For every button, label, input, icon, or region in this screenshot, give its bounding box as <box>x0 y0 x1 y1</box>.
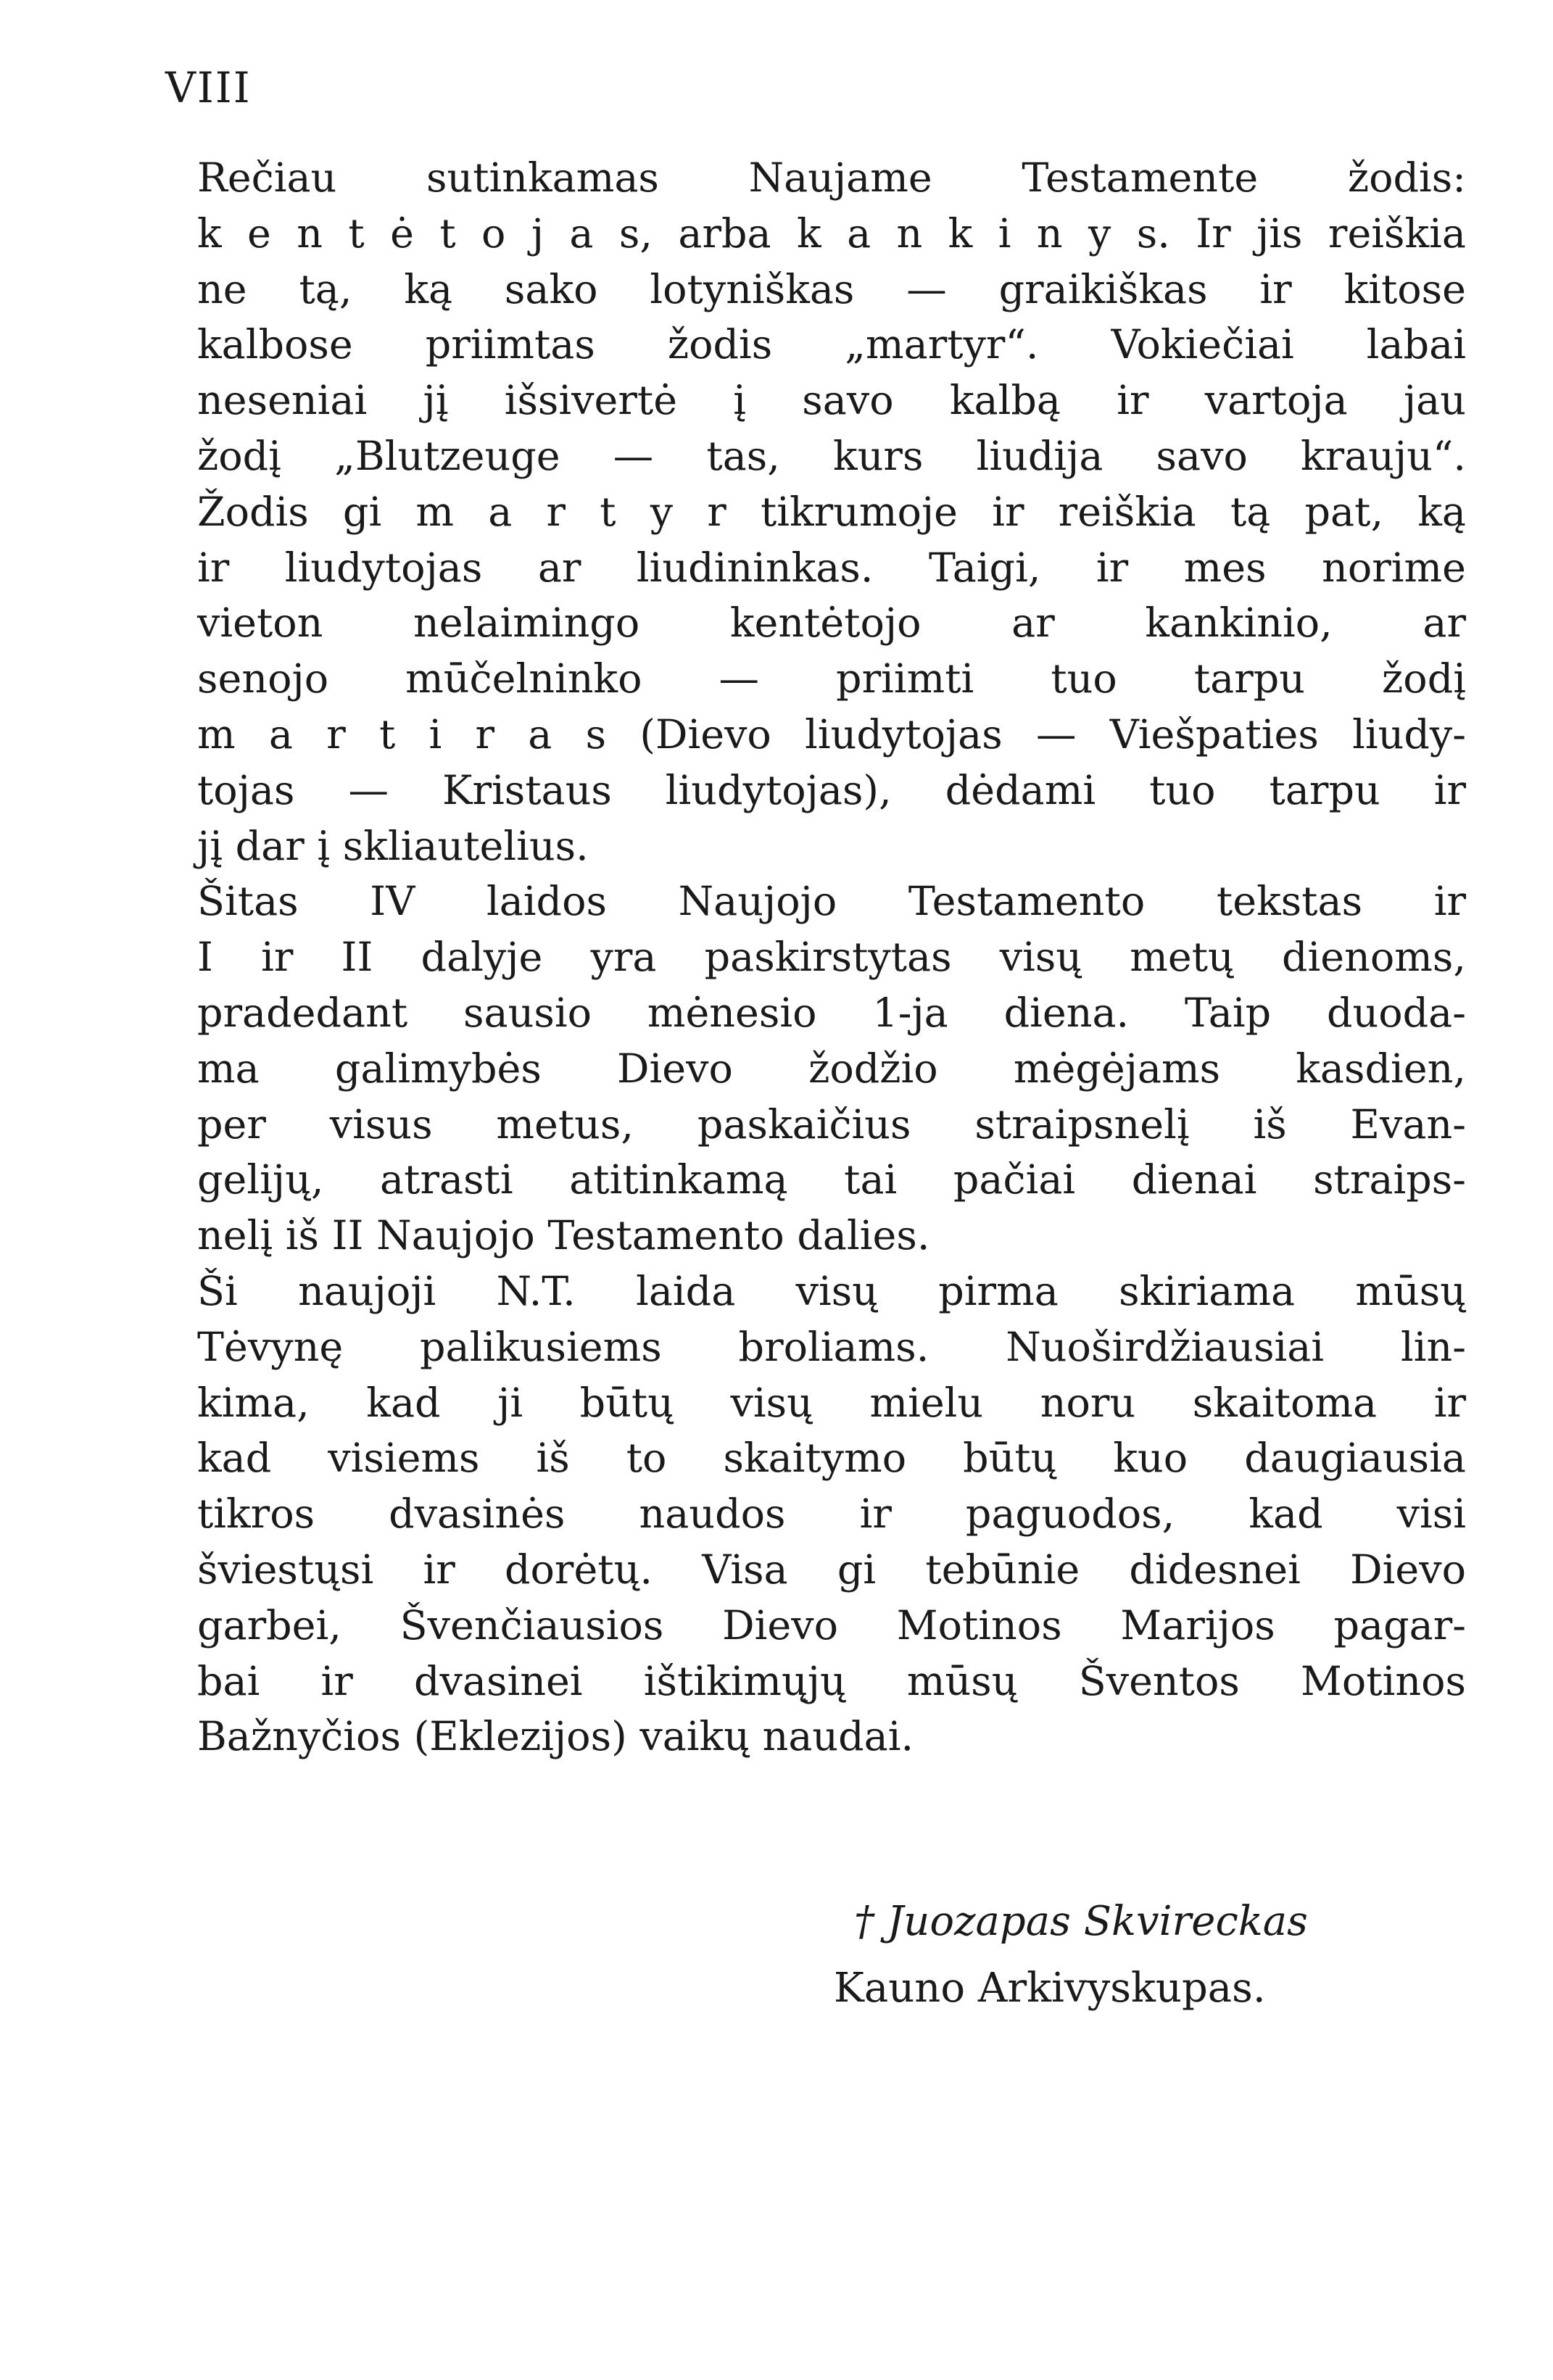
text-line: Rečiau sutinkamas Naujame Testamente žodis: <box>197 154 1466 202</box>
text-line: Žodis gi m a r t y r tikrumoje ir reiškia tą pat, ką <box>197 488 1466 536</box>
text-line: Tėvynę palikusiems broliams. Nuoširdžiausiai lin- <box>197 1323 1466 1371</box>
text-line: ma galimybės Dievo žodžio mėgėjams kasdien, <box>197 1045 1466 1092</box>
text-line: m a r t i r a s (Dievo liudytojas — Viešpaties liudy- <box>197 710 1466 758</box>
text-line: jį dar į skliautelius. <box>197 822 589 870</box>
text-line: žodį „Blutzeuge — tas, kurs liudija savo krauju“. <box>197 432 1466 480</box>
text-line: k e n t ė t o j a s, arba k a n k i n y s. Ir jis reiškia <box>197 210 1466 257</box>
text-line: nelį iš II Naujojo Testamento dalies. <box>197 1212 930 1260</box>
paragraph-dedication <box>197 1264 1466 1765</box>
text-line: Šitas IV laidos Naujojo Testamento tekstas ir <box>197 878 1466 926</box>
paragraph-martyr-term <box>197 151 1466 874</box>
text-line: garbei, Švenčiausios Dievo Motinos Marijos pagar- <box>197 1601 1466 1649</box>
text-line: tikros dvasinės naudos ir paguodos, kad visi <box>197 1490 1466 1538</box>
text-line: Bažnyčios (Eklezijos) vaikų naudai. <box>197 1713 914 1761</box>
text-line: per visus metus, paskaičius straipsnelį iš Evan- <box>197 1100 1466 1148</box>
text-line: senojo mūčelninko — priimti tuo tarpu žodį <box>197 655 1466 703</box>
text-line: kima, kad ji būtų visų mielu noru skaitoma ir <box>197 1379 1466 1427</box>
text-line: I ir II dalyje yra paskirstytas visų metų dienoms, <box>197 934 1466 982</box>
text-line: bai ir dvasinei ištikimųjų mūsų Šventos Motinos <box>197 1657 1466 1705</box>
paragraph-text-arrangement <box>197 874 1466 1264</box>
signature-title: Kauno Arkivyskupas. <box>834 1965 1266 2012</box>
page-number: VIII <box>165 63 252 112</box>
signature-name: † Juozapas Skvireckas <box>854 1898 1308 1945</box>
text-line: vieton nelaimingo kentėtojo ar kankinio, ar <box>197 600 1466 647</box>
text-line: ne tą, ką sako lotyniškas — graikiškas ir kitose <box>197 265 1466 313</box>
text-line: tojas — Kristaus liudytojas), dėdami tuo tarpu ir <box>197 766 1466 814</box>
signature <box>834 1894 1308 2017</box>
text-line: gelijų, atrasti atitinkamą tai pačiai dienai straips- <box>197 1156 1466 1204</box>
text-line: pradedant sausio mėnesio 1-ja diena. Taip duoda- <box>197 989 1466 1037</box>
text-line: šviestųsi ir dorėtų. Visa gi tebūnie didesnei Dievo <box>197 1546 1466 1593</box>
text-line: kalbose priimtas žodis „martyr“. Vokiečiai labai <box>197 321 1466 369</box>
body-text <box>197 151 1466 1765</box>
text-line: ir liudytojas ar liudininkas. Taigi, ir mes norime <box>197 544 1466 592</box>
text-line: neseniai jį išsivertė į savo kalbą ir vartoja jau <box>197 377 1466 425</box>
text-line: Ši naujoji N.T. laida visų pirma skiriama mūsų <box>197 1267 1466 1315</box>
text-line: kad visiems iš to skaitymo būtų kuo daugiausia <box>197 1435 1466 1483</box>
